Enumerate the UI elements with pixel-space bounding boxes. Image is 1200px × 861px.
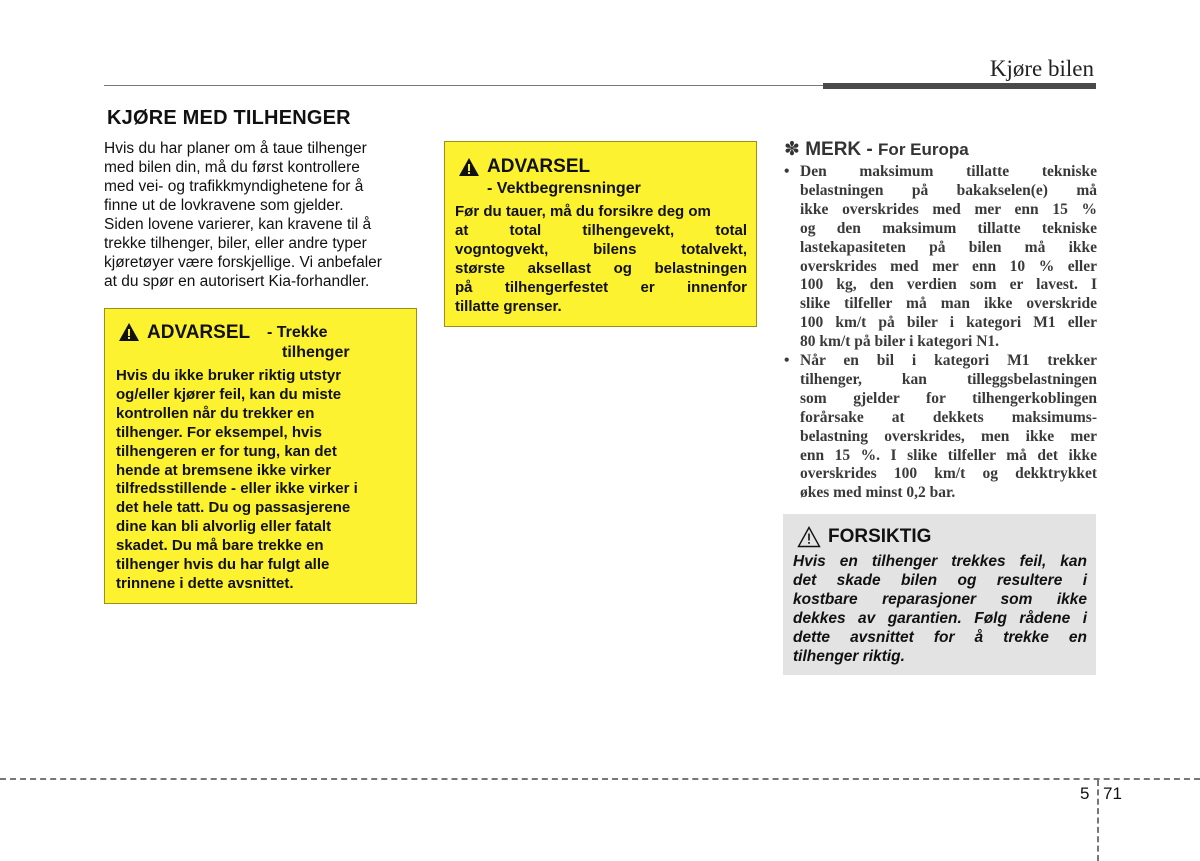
note-line: Den maksimum tillatte tekniske bbox=[800, 163, 1097, 180]
note-line: 100 km/t på biler i kategori M1 eller bbox=[800, 314, 1097, 332]
chapter-title: Kjøre bilen bbox=[989, 56, 1094, 81]
intro-line: med bilen din, må du først kontrollere bbox=[104, 159, 360, 176]
intro-line: kjøretøyer være forskjellige. Vi anbefaler bbox=[104, 254, 382, 271]
warning-line: på tilhengerfestet er innenfor bbox=[455, 278, 747, 296]
intro-line: trekke tilhenger, biler, eller andre typer bbox=[104, 235, 367, 252]
bullet-marker: • bbox=[784, 163, 790, 180]
note-line: lastekapasiteten på bilen må ikke bbox=[800, 238, 1097, 256]
note-subtitle: For Europa bbox=[878, 140, 969, 159]
note-bullet-1 bbox=[784, 163, 1097, 352]
note-line: slike tilfeller må man ikke overskride bbox=[800, 295, 1097, 313]
warning-line: skadet. Du må bare trekke en bbox=[116, 537, 324, 555]
warning-line: hende at bremsene ikke virker bbox=[116, 461, 332, 479]
note-line: overskrides med mer enn 10 % eller bbox=[800, 257, 1097, 275]
warning-line: største aksellast og belastningen bbox=[455, 259, 747, 277]
note-line: Når en bil i kategori M1 trekker bbox=[800, 352, 1097, 369]
note-line: ikke overskrides med mer enn 15 % bbox=[800, 200, 1097, 218]
warning-title: ADVARSEL bbox=[147, 322, 251, 343]
note-line: forårsake at dekkets maksimums- bbox=[800, 408, 1097, 426]
warning-subtitle: - Trekke bbox=[267, 324, 328, 341]
caution-line: dette avsnittet for å trekke en bbox=[793, 629, 1087, 646]
warning-line: det hele tatt. Du og passasjerene bbox=[116, 499, 351, 517]
warning-line: kontrollen når du trekker en bbox=[116, 404, 315, 422]
note-line: tilhenger, kan tilleggsbelastningen bbox=[800, 370, 1097, 388]
warning-body bbox=[455, 203, 747, 316]
warning-line: Hvis du ikke bruker riktig utstyr bbox=[116, 367, 342, 384]
bullet-marker: • bbox=[784, 352, 790, 369]
warning-line: dine kan bli alvorlig eller fatalt bbox=[116, 518, 332, 536]
caution-triangle-icon bbox=[797, 526, 821, 548]
caution-line: kostbare reparasjoner som ikke bbox=[793, 591, 1087, 608]
caution-title: FORSIKTIG bbox=[828, 526, 932, 547]
intro-line: finne ut de lovkravene som gjelder. bbox=[104, 197, 344, 214]
caution-line: Hvis en tilhenger trekkes feil, kan bbox=[793, 553, 1087, 570]
note-line: 100 kg, den verdien som er lavest. I bbox=[800, 276, 1097, 294]
warning-triangle-icon bbox=[458, 157, 480, 177]
header-rule-accent bbox=[823, 83, 1096, 89]
note-line: 80 km/t på biler i kategori N1. bbox=[800, 333, 1000, 351]
caution-line: tilhenger riktig. bbox=[793, 648, 905, 665]
warning-triangle-icon bbox=[118, 322, 140, 342]
note-line: overskrides 100 km/t og dekktrykket bbox=[800, 465, 1097, 483]
warning-line: og/eller kjører feil, kan du miste bbox=[116, 385, 342, 403]
note-bullet-2 bbox=[784, 352, 1097, 503]
caution-line: dekkes av garantien. Følg rådene i bbox=[793, 610, 1087, 627]
note-line: og den maksimum tillatte tekniske bbox=[800, 219, 1097, 237]
page-number: 71 bbox=[1103, 784, 1122, 803]
warning-title: ADVARSEL bbox=[487, 156, 591, 177]
caution-box bbox=[783, 514, 1096, 675]
intro-line: Hvis du har planer om å taue tilhenger bbox=[104, 140, 367, 157]
note-line: som gjelder for tilhengerkoblingen bbox=[800, 389, 1097, 407]
warning-box-trailer bbox=[104, 308, 417, 604]
warning-box-weight bbox=[444, 141, 757, 327]
caution-body bbox=[793, 552, 1087, 666]
note-symbol: ✽ bbox=[784, 139, 800, 160]
section-title: KJØRE MED TILHENGER bbox=[107, 107, 351, 129]
note-heading bbox=[784, 138, 969, 161]
warning-line: tilhengeren er for tung, kan det bbox=[116, 442, 337, 460]
note-line: belastningen på bakakselen(e) må bbox=[800, 181, 1097, 199]
warning-subtitle: - Vektbegrensninger bbox=[487, 180, 641, 197]
note-line: økes med minst 0,2 bar. bbox=[800, 484, 956, 502]
warning-line: trinnene i dette avsnittet. bbox=[116, 574, 294, 592]
footer-page-divider bbox=[1097, 780, 1099, 861]
footer-divider bbox=[0, 778, 1200, 780]
warning-line: tilhenger. For eksempel, hvis bbox=[116, 423, 322, 441]
warning-line: Før du tauer, må du forsikre deg om bbox=[455, 203, 711, 220]
intro-line: Siden lovene varierer, kan kravene til å bbox=[104, 216, 372, 233]
warning-line: tilhenger hvis du har fulgt alle bbox=[116, 556, 330, 574]
warning-line: at total tilhengevekt, total bbox=[455, 221, 747, 239]
intro-line: med vei- og trafikkmyndighetene for å bbox=[104, 178, 364, 195]
note-line: enn 15 %. I slike tilfeller må det ikke bbox=[800, 446, 1097, 464]
warning-subtitle: tilhenger bbox=[282, 344, 350, 361]
warning-line: vogntogvekt, bilens totalvekt, bbox=[455, 240, 747, 258]
intro-paragraph bbox=[104, 139, 417, 291]
intro-line: at du spør en autorisert Kia-forhandler. bbox=[104, 273, 370, 290]
section-number: 5 bbox=[1080, 784, 1090, 803]
warning-body bbox=[116, 367, 406, 594]
caution-line: det skade bilen og resultere i bbox=[793, 572, 1087, 589]
warning-line: tillatte grenser. bbox=[455, 297, 562, 315]
warning-line: tilfredsstillende - eller ikke virker i bbox=[116, 480, 358, 498]
note-line: belastning overskrides, men ikke mer bbox=[800, 427, 1097, 445]
note-title: MERK - bbox=[805, 139, 873, 160]
